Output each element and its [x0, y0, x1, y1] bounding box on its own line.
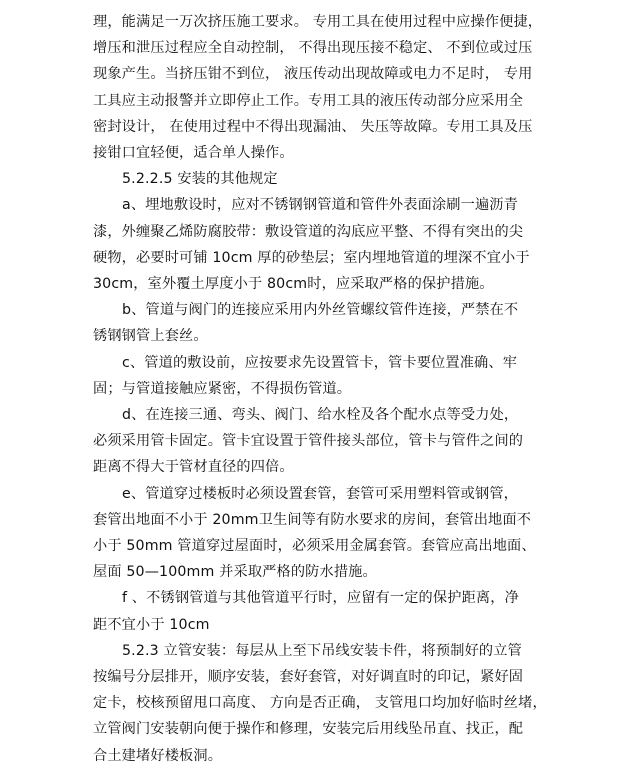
- text-line-e-1: e、管道穿过楼板时必须设置套管，套管可采用塑料管或钢管，: [122, 485, 518, 502]
- section-5-2-3-line-5: 合土建堵好楼板洞。: [93, 747, 223, 764]
- text-line-a-1: a、埋地敷设时，应对不锈钢钢管道和管件外表面涂刷一遍沥青: [122, 197, 518, 214]
- text-line-e-2: 套管出地面不小于 20mm卫生间等有防水要求的房间，套管出地面不: [93, 511, 532, 528]
- section-5-2-3-line-2: 按编号分层排开，顺序安装，套好套管，对好调直时的印记，紧好固: [93, 669, 524, 685]
- section-5-2-3-line-4: 立管阀门安装朝向便于操作和修理，安装完后用线坠吊直、找正，配: [93, 721, 524, 738]
- text-line-b-2: 锈钢钢管上套丝。: [93, 328, 208, 345]
- text-line-1: 理，能满足一万次挤压施工要求。 专用工具在使用过程中应操作便捷，: [93, 14, 543, 30]
- text-line-f-1: f 、不锈钢管道与其他管道平行时，应留有一定的保护距离，净: [122, 590, 519, 607]
- text-line-e-4: 屋面 50—100mm 并采取严格的防水措施。: [93, 564, 377, 581]
- text-line-4: 工具应主动报警并立即停止工作。专用工具的液压传动部分应采用全: [93, 92, 524, 109]
- text-line-e-3: 小于 50mm 管道穿过屋面时，必须采用金属套管。套管应高出地面、: [93, 538, 536, 554]
- text-line-d-1: d、在连接三通、弯头、阀门、给水栓及各个配水点等受力处，: [122, 407, 519, 423]
- text-line-a-2: 漆，外缠聚乙烯防腐胶带：敷设管道的沟底应平整、不得有突出的尖: [93, 223, 524, 240]
- text-line-6: 接钳口宜轻便，适合单人操作。: [93, 145, 294, 161]
- section-heading-5-2-2-5: 5.2.2.5 安装的其他规定: [122, 171, 278, 188]
- text-line-f-2: 距不宜小于 10cm: [93, 616, 210, 633]
- text-line-5: 密封设计， 在使用过程中不得出现漏油、 失压等故障。专用工具及压: [93, 118, 533, 135]
- section-5-2-3-line-3: 定卡，校核预留甩口高度、 方向是否正确， 支管甩口均加好临时丝堵，: [93, 695, 547, 712]
- text-line-a-4: 30cm，室外覆土厚度小于 80cm时，应采取严格的保护措施。: [93, 276, 494, 292]
- text-line-d-3: 距离不得大于管材直径的四倍。: [93, 459, 294, 476]
- text-line-c-1: c、管道的敷设前，应按要求先设置管卡，管卡要位置准确、牢: [122, 354, 518, 371]
- text-line-d-2: 必须采用管卡固定。管卡宜设置于管件接头部位，管卡与管件之间的: [93, 433, 524, 450]
- text-line-3: 现象产生。当挤压钳不到位， 液压传动出现故障或电力不足时， 专用: [93, 66, 533, 83]
- text-line-c-2: 固；与管道接触应紧密，不得损伤管道。: [93, 380, 352, 397]
- section-5-2-3-line-1: 5.2.3 立管安装：每层从上至下吊线安装卡件，将预制好的立管: [122, 642, 522, 659]
- text-line-a-3: 硬物，必要时可铺 10cm 厚的砂垫层；室内埋地管道的埋深不宜小于: [93, 249, 530, 266]
- text-line-b-1: b、管道与阀门的连接应采用内外丝管螺纹管件连接，严禁在不: [122, 302, 519, 319]
- text-line-2: 增压和泄压过程应全自动控制， 不得出现压接不稳定、 不到位或过压: [93, 40, 533, 57]
